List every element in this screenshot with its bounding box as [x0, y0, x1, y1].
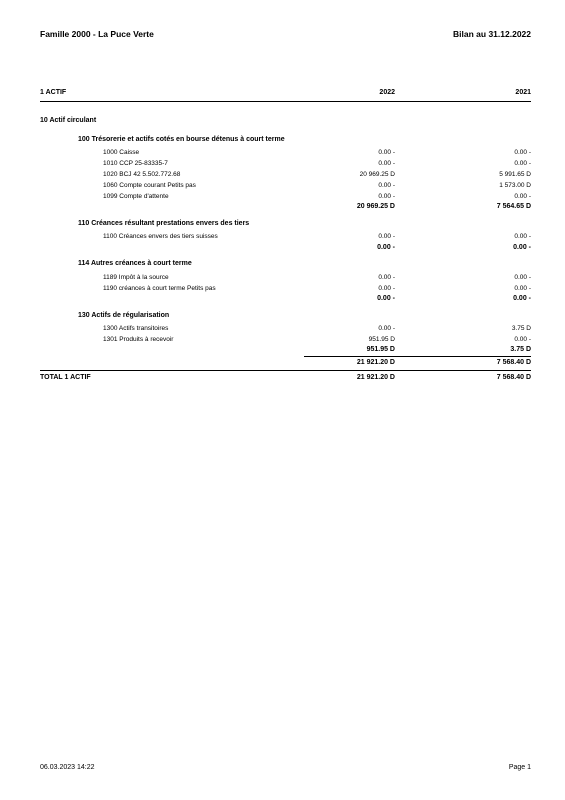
account-value-2021: 5 991.65 D [499, 171, 531, 178]
group-total-rule [304, 356, 531, 357]
account-value-2021: 3.75 D [511, 325, 531, 332]
account-value-2021: 0.00 - [514, 336, 531, 343]
account-label: 1189 Impôt à la source [103, 274, 169, 281]
grand-total-2022: 21 921.20 D [356, 374, 395, 381]
grand-total-2021: 7 568.40 D [496, 374, 531, 381]
account-value-2021: 0.00 - [514, 274, 531, 281]
report-company-title: Famille 2000 - La Puce Verte [40, 29, 154, 39]
account-value-2022: 0.00 - [378, 233, 395, 240]
group-total-2022: 21 921.20 D [356, 359, 395, 366]
account-value-2022: 0.00 - [378, 149, 395, 156]
group-title: 10 Actif circulant [40, 117, 97, 124]
account-value-2022: 0.00 - [378, 285, 395, 292]
subtotal-2021: 3.75 D [510, 346, 531, 353]
subgroup-title: 110 Créances résultant prestations envers des tiers [78, 220, 250, 227]
account-label: 1190 créances à court terme Petits pas [103, 285, 216, 292]
account-value-2021: 0.00 - [514, 233, 531, 240]
section-title: 1 ACTIF [40, 89, 67, 96]
subgroup-title: 100 Trésorerie et actifs cotés en bourse détenus à court terme [78, 136, 285, 143]
account-label: 1020 BCJ 42 5.502.772.68 [103, 171, 181, 178]
print-timestamp: 06.03.2023 14:22 [40, 764, 95, 771]
subtotal-2021: 0.00 - [513, 244, 531, 251]
account-value-2022: 0.00 - [378, 274, 395, 281]
account-value-2022: 20 969.25 D [359, 171, 395, 178]
account-value-2021: 0.00 - [514, 285, 531, 292]
subtotal-2022: 951.95 D [366, 346, 395, 353]
account-label: 1100 Créances envers des tiers suisses [103, 233, 218, 240]
account-value-2021: 0.00 - [514, 160, 531, 167]
column-header-2022: 2022 [379, 89, 395, 96]
account-label: 1010 CCP 25-83335-7 [103, 160, 168, 167]
subtotal-2021: 7 564.65 D [496, 203, 531, 210]
subtotal-2021: 0.00 - [513, 295, 531, 302]
page-number: Page 1 [508, 764, 531, 771]
account-value-2022: 0.00 - [378, 193, 395, 200]
subtotal-2022: 0.00 - [377, 295, 395, 302]
account-label: 1301 Produits à recevoir [103, 336, 174, 343]
account-label: 1300 Actifs transitoires [103, 325, 169, 332]
report-date-title: Bilan au 31.12.2022 [453, 29, 531, 39]
column-header-2021: 2021 [515, 89, 531, 96]
account-value-2021: 0.00 - [514, 149, 531, 156]
account-value-2022: 0.00 - [378, 325, 395, 332]
group-total-2021: 7 568.40 D [496, 359, 531, 366]
account-label: 1099 Compte d'attente [103, 193, 169, 200]
subgroup-title: 114 Autres créances à court terme [78, 260, 192, 267]
subtotal-2022: 0.00 - [377, 244, 395, 251]
account-value-2022: 951.95 D [368, 336, 395, 343]
grand-total-rule [40, 370, 531, 371]
subgroup-title: 130 Actifs de régularisation [78, 312, 170, 319]
grand-total-label: TOTAL 1 ACTIF [40, 374, 91, 381]
header-rule [40, 101, 531, 102]
account-label: 1060 Compte courant Petits pas [103, 182, 196, 189]
subtotal-2022: 20 969.25 D [356, 203, 395, 210]
account-value-2021: 1 573.00 D [499, 182, 531, 189]
account-label: 1000 Caisse [103, 149, 140, 156]
account-value-2022: 0.00 - [378, 160, 395, 167]
account-value-2021: 0.00 - [514, 193, 531, 200]
account-value-2022: 0.00 - [378, 182, 395, 189]
